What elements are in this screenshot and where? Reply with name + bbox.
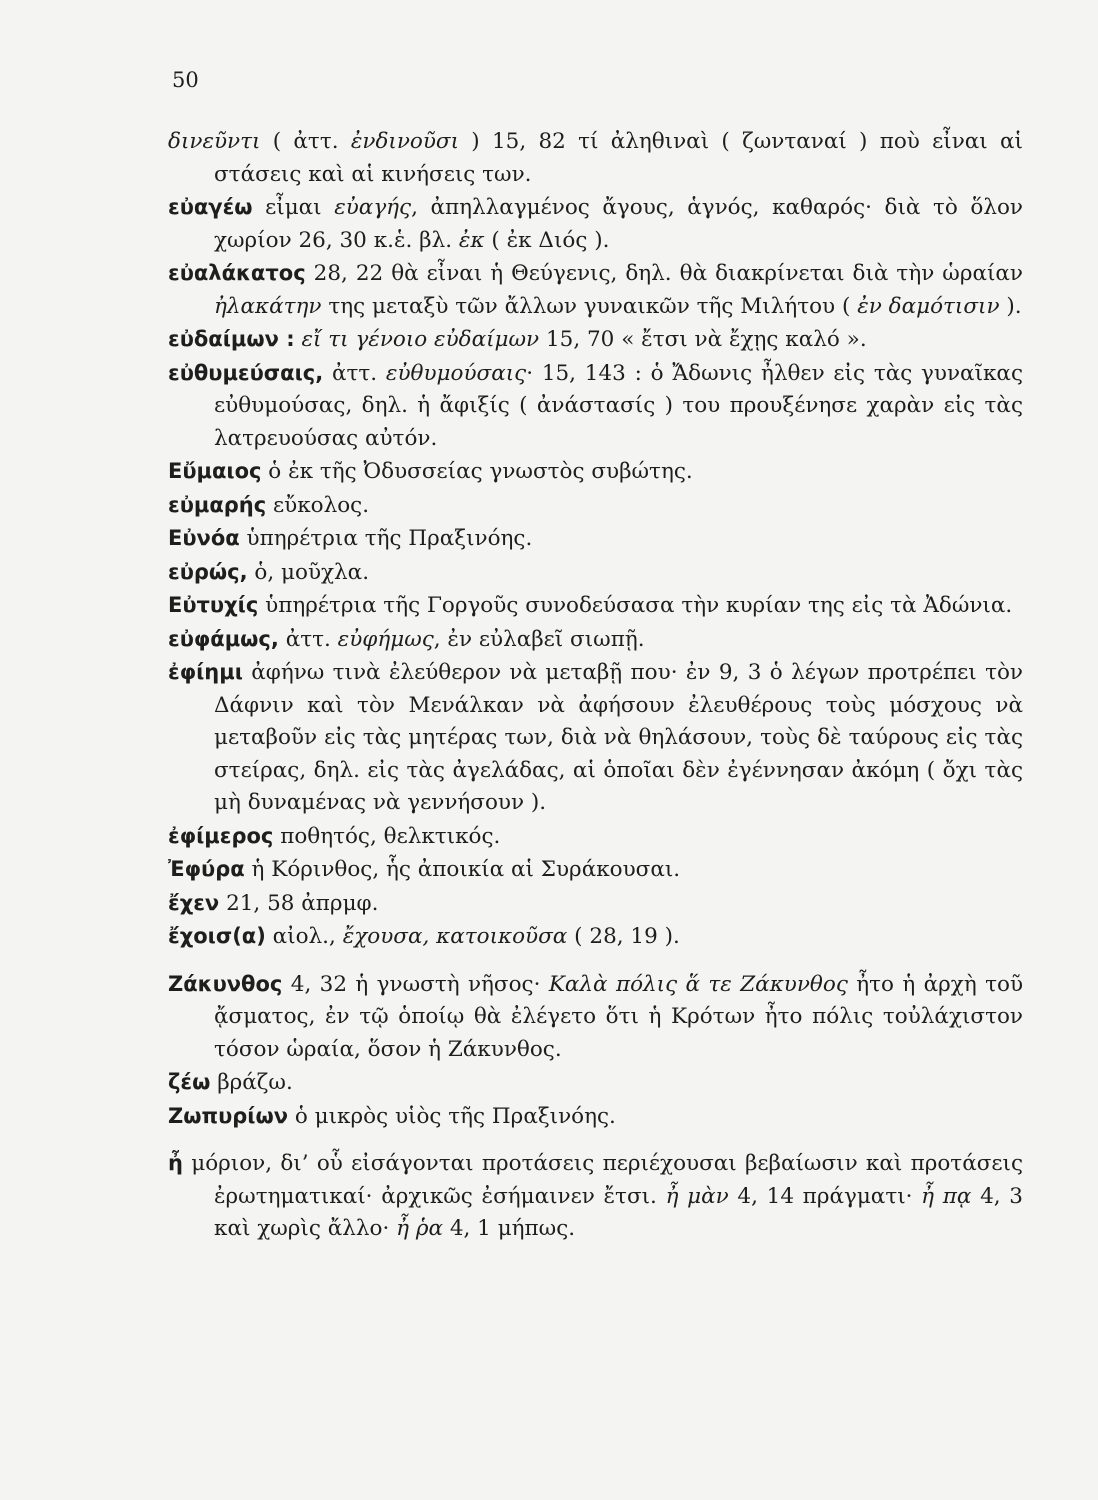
entry-headword: Ἐφύρα [168, 857, 245, 881]
entry-headword: ἐφίμερος [168, 823, 274, 848]
entry-definition-text: 21, 58 ἀπρμφ. [219, 890, 379, 916]
entry-definition-text: ὑπηρέτρια τῆς Γοργοῦς συνοδεύσασα τὴν κυρίαν της εἰς τὰ Ἀδώνια. [258, 593, 1013, 618]
glossary-entry [168, 455, 1023, 489]
entry-quoted-text: ἐν δαμότισιν [857, 293, 1000, 319]
entry-definition-text: εἶμαι [252, 195, 335, 220]
entry-quoted-text: ἠλακάτην [214, 293, 322, 319]
page-number: 50 [172, 68, 199, 92]
entry-definition-text: 4, 3 καὶ χωρὶς ἄλλο· [214, 1183, 1023, 1241]
entry-headword: εὐρώς, [168, 559, 248, 584]
entry-definition-text: αἰολ., [265, 924, 343, 949]
entry-headword: ἔχεν [168, 890, 220, 915]
glossary-entry [168, 257, 1023, 323]
entry-headword: εὐαγέω [168, 195, 253, 219]
entry-definition-text: ἀφήνω τινὰ ἐλεύθερον νὰ μεταβῇ που· ἐν 9, 3 ὁ λέγων προτρέπει τὸν Δάφνιν καὶ τὸν Μενάλκαν νὰ ἀφήσουν ἐλευθέρους τοὺς μόσχους νὰ μεταβοῦν εἰς τὰς μητέρας των, διὰ νὰ θηλάσουν, τοὺς δὲ ταύρους εἰς τὰς στείρας, δηλ. εἰς τὰς ἀγελάδας, αἱ ὁποῖαι δὲν ἐγέννησαν ἀκόμη ( ὄχι τὰς μὴ δυναμένας νὰ γεννήσουν ). [214, 660, 1023, 815]
entry-definition-text: 28, 22 θὰ εἶναι ἡ Θεύγενις, δηλ. θὰ διακρίνεται διὰ τὴν ὡραίαν [305, 261, 1023, 286]
entry-definition-text: ἡ Κόρινθος, ἧς ἀποικία αἱ Συράκουσαι. [244, 857, 681, 882]
glossary-entry [168, 1100, 1023, 1134]
entry-headword: ἦ [168, 1151, 183, 1175]
entry-quoted-text: δινεῦντι [168, 129, 261, 154]
entry-definition-text: ) 15, 82 τί ἀληθιναὶ ( ζωνταναί ) ποὺ εἶναι αἱ στάσεις καὶ αἱ κινήσεις των. [214, 129, 1023, 187]
entry-definition-text: 4, 32 ἡ γνωστὴ νῆσος· [282, 971, 549, 997]
entry-headword: Ζωπυρίων [168, 1103, 289, 1128]
glossary-entry [168, 489, 1023, 523]
glossary-entry [168, 920, 1023, 954]
entry-definition-text: ). [999, 293, 1022, 319]
entry-quoted-text: εἴ τι γένοιο εὐδαίμων [301, 327, 540, 352]
entry-definition-text: βράζω. [210, 1070, 293, 1095]
glossary-entry [168, 623, 1023, 657]
entry-headword: ζέω [168, 1070, 211, 1094]
entry-definition-text: μόριον, δι’ οὗ εἰσάγονται προτάσεις περιέχουσαι βεβαίωσιν καὶ προτάσεις ἐρωτηματικαί· ἀρχικῶς ἐσήμαινεν ἔτσι. [182, 1151, 1023, 1209]
glossary-entry [168, 191, 1023, 257]
entry-definition-text: · 15, 143 : ὁ Ἄδωνις ἦλθεν εἰς τὰς γυναῖκας εὐθυμούσας, δηλ. ἡ ἄφιξίς ( ἀνάστασίς ) του προυξένησε χαρὰν εἰς τὰς λατρευούσας αὐτόν. [214, 360, 1023, 451]
glossary-entry [168, 126, 1023, 191]
entry-definition-text: ποθητός, θελκτικός. [273, 823, 501, 849]
entry-definition-text: εὔκολος. [266, 492, 370, 518]
entry-definition-text: ὑπηρέτρια τῆς Πραξινόης. [239, 526, 533, 551]
glossary-entries [168, 126, 1023, 1246]
entry-quoted-text: εὐαγής [334, 195, 412, 220]
entry-definition-text: ( ἐκ Διός ). [484, 227, 610, 253]
entry-definition-text: , ἐν εὐλαβεῖ σιωπῇ. [433, 626, 645, 652]
entry-quoted-text: ἦ πᾳ [921, 1183, 972, 1209]
glossary-entry [168, 556, 1023, 590]
entry-headword: εὐδαίμων : [168, 327, 295, 351]
entry-quoted-text: ἔχουσα, κατοικοῦσα [342, 924, 568, 949]
entry-definition-text: , ἀπηλλαγμένος ἄγους, ἁγνός, καθαρός· διὰ τὸ ὅλον χωρίον 26, 30 κ.ἑ. βλ. [214, 195, 1024, 253]
entry-headword: εὐθυμεύσαις, [168, 360, 324, 385]
entry-definition-text: 15, 70 « ἔτσι νὰ ἔχῃς καλό ». [539, 327, 867, 352]
glossary-entry [168, 1147, 1023, 1246]
entry-headword: ἐφίημι [168, 660, 243, 684]
entry-definition-text: ἦτο ἡ ἀρχὴ τοῦ ᾄσματος, ἐν τῷ ὁποίῳ θὰ ἐλέγετο ὅτι ἡ Κρότων ἦτο πόλις τοὐλάχιστον τόσον ὡραία, ὅσον ἡ Ζάκυνθος. [214, 971, 1024, 1062]
entry-definition-text: 4, 14 πράγματι· [728, 1183, 922, 1209]
glossary-entry [168, 522, 1023, 556]
entry-headword: ἔχοισ(α) [168, 924, 266, 948]
entry-definition-text: ὁ μικρὸς υἱὸς τῆς Πραξινόης. [288, 1103, 616, 1129]
entry-headword: Εὐτυχίς [168, 593, 259, 617]
glossary-entry [168, 1066, 1023, 1100]
entry-definition-text: ὁ ἐκ τῆς Ὀδυσσείας γνωστὸς συβώτης. [261, 459, 693, 484]
entry-definition-text: ( ἀττ. [260, 129, 351, 154]
glossary-entry [168, 853, 1023, 887]
entry-headword: εὐαλάκατος [168, 261, 306, 285]
glossary-entry [168, 656, 1023, 820]
entry-headword: Εὐνόα [168, 526, 240, 550]
entry-headword: εὐμαρής [168, 492, 267, 517]
entry-quoted-text: εὐθυμούσαις [385, 360, 527, 386]
entry-headword: εὐφάμως, [168, 626, 279, 651]
entry-headword: Ζάκυνθος [168, 971, 283, 996]
glossary-entry [168, 323, 1023, 357]
glossary-entry [168, 887, 1023, 921]
entry-quoted-text: ἐνδινοῦσι [350, 129, 460, 154]
entry-definition-text: της μεταξὺ τῶν ἄλλων γυναικῶν τῆς Μιλήτου ( [321, 293, 858, 319]
glossary-entry [168, 357, 1023, 456]
entry-definition-text: 4, 1 μήπως. [443, 1216, 576, 1241]
entry-definition-text: ἀττ. [323, 360, 386, 386]
entry-definition-text: ( 28, 19 ). [567, 924, 680, 949]
entry-quoted-text: ἐκ [458, 227, 485, 253]
entry-quoted-text: ἦ μὰν [665, 1183, 729, 1209]
entry-definition-text: ὁ, μοῦχλα. [247, 559, 370, 585]
glossary-entry [168, 968, 1023, 1067]
entry-quoted-text: ἦ ῥα [396, 1216, 443, 1241]
entry-headword: Εὔμαιος [168, 459, 262, 483]
entry-definition-text: ἀττ. [278, 626, 338, 652]
entry-quoted-text: εὐφήμως [337, 626, 434, 652]
entry-quoted-text: Καλὰ πόλις ἅ τε Ζάκυνθος [548, 971, 848, 997]
glossary-entry [168, 820, 1023, 854]
glossary-entry [168, 589, 1023, 623]
